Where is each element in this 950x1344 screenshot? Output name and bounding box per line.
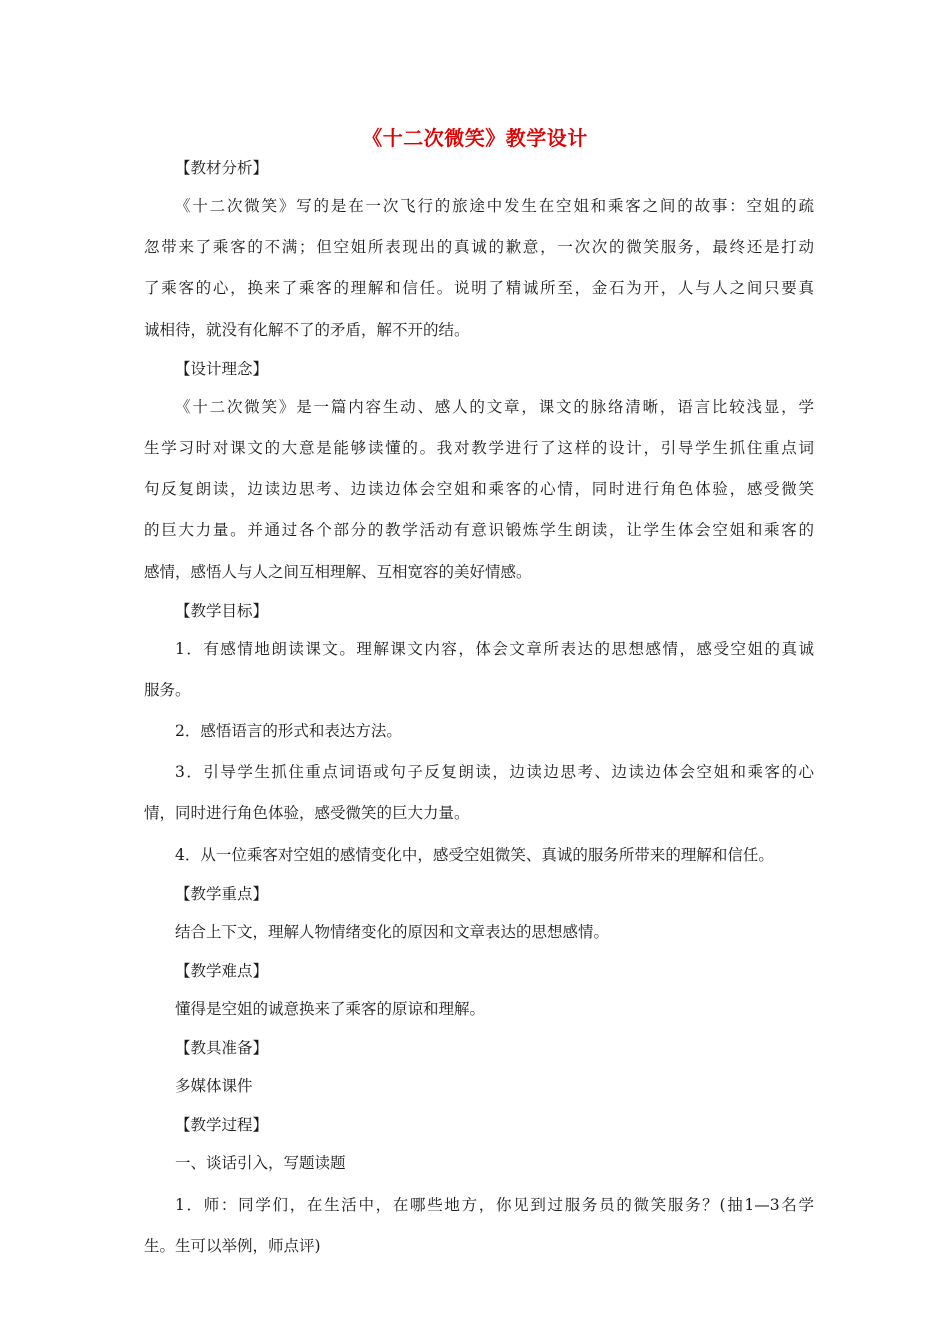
section-heading-goals: 【教学目标】	[175, 601, 269, 620]
paragraph-line: 的巨大力量。并通过各个部分的教学活动有意识锻炼学生朗读，让学生体会空姐和乘客的	[144, 521, 814, 540]
goal-line: 4．从一位乘客对空姐的感情变化中，感受空姐微笑、真诚的服务所带来的理解和信任。	[175, 845, 774, 864]
paragraph-line: 《十二次微笑》是一篇内容生动、感人的文章，课文的脉络清晰，语言比较浅显，学	[175, 397, 814, 416]
section-heading-difficulty: 【教学难点】	[175, 962, 269, 980]
paragraph-line: 生学习时对课文的大意是能够读懂的。我对教学进行了这样的设计，引导学生抓住重点词	[144, 438, 814, 457]
section-heading-process: 【教学过程】	[175, 1116, 269, 1135]
document-body	[144, 150, 814, 1267]
goal-line: 3．引导学生抓住重点词语或句子反复朗读，边读边思考、边读边体会空姐和乘客的心	[175, 763, 814, 782]
paragraph-line: 《十二次微笑》写的是在一次飞行的旅途中发生在空姐和乘客之间的故事：空姐的疏	[175, 197, 814, 215]
paragraph-line: 1．师：同学们，在生活中，在哪些地方，你见到过服务员的微笑服务？(抽1—3名学	[175, 1195, 814, 1214]
goal-line: 2．感悟语言的形式和表达方法。	[175, 722, 402, 741]
goal-line: 情，同时进行角色体验，感受微笑的巨大力量。	[144, 804, 470, 823]
section-heading-key: 【教学重点】	[175, 884, 269, 903]
goal-line: 1．有感情地朗读课文。理解课文内容，体会文章所表达的思想感情，感受空姐的真诚	[175, 639, 814, 658]
paragraph-line: 诚相待，就没有化解不了的矛盾，解不开的结。	[144, 320, 470, 339]
paragraph-line: 忽带来了乘客的不满；但空姐所表现出的真诚的歉意，一次次的微笑服务，最终还是打动	[144, 238, 814, 257]
section-heading-analysis: 【教材分析】	[175, 159, 269, 177]
section-heading-tools: 【教具准备】	[175, 1039, 269, 1058]
process-step-heading: 一、谈话引入，写题读题	[175, 1154, 346, 1173]
paragraph-line: 多媒体课件	[175, 1077, 253, 1096]
goal-line: 服务。	[144, 680, 191, 699]
paragraph-line: 懂得是空姐的诚意换来了乘客的原谅和理解。	[175, 1000, 486, 1018]
paragraph-line: 句反复朗读，边读边思考、边读边体会空姐和乘客的心情，同时进行角色体验，感受微笑	[144, 480, 814, 499]
paragraph-line: 生。生可以举例，师点评)	[144, 1236, 321, 1255]
paragraph-line: 了乘客的心，换来了乘客的理解和信任。说明了精诚所至，金石为开，人与人之间只要真	[144, 279, 814, 298]
paragraph-line: 感情，感悟人与人之间互相理解、互相宽容的美好情感。	[144, 562, 532, 581]
document-title: 《十二次微笑》教学设计	[362, 126, 588, 150]
paragraph-line: 结合上下文，理解人物情绪变化的原因和文章表达的思想感情。	[175, 922, 610, 941]
section-heading-concept: 【设计理念】	[175, 359, 269, 378]
